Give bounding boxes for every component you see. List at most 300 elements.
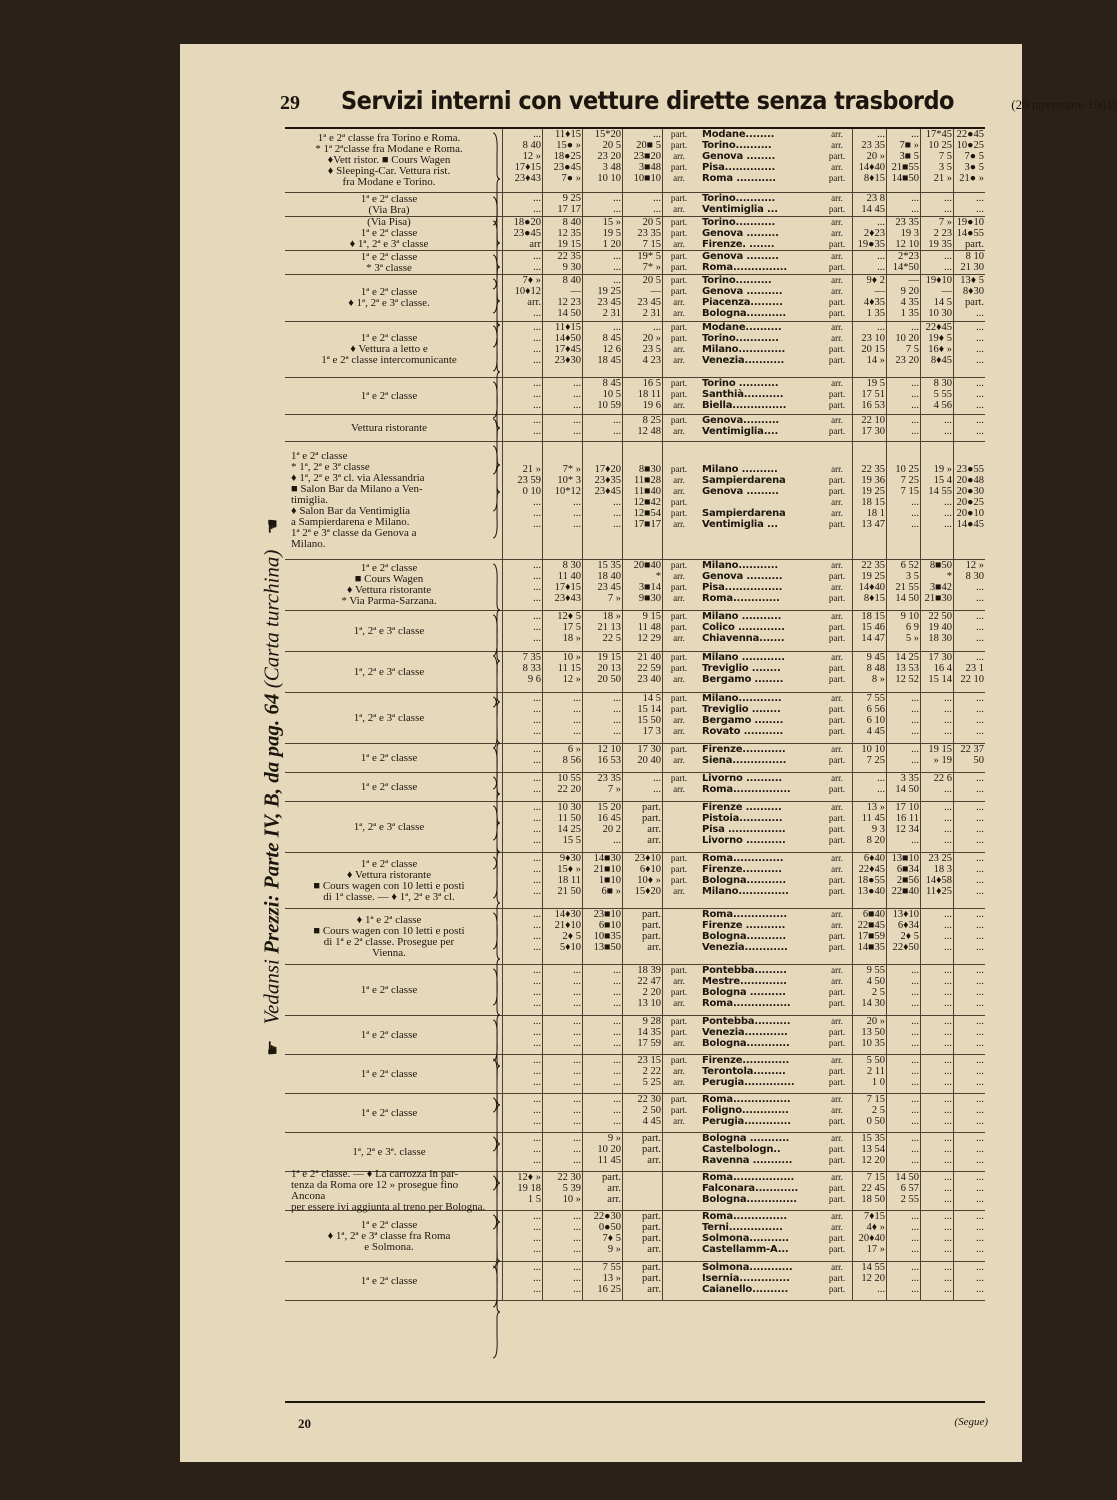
time-column: [622, 1094, 663, 1132]
time-cell: 23♦30: [554, 355, 581, 366]
time-column: [502, 378, 543, 414]
time-cell: ...: [533, 333, 541, 344]
station-name: Torino...........: [702, 193, 776, 204]
station-name: Castellamm-A...: [702, 1244, 789, 1255]
arr-part-label: part.: [670, 704, 688, 714]
arr-part-label: part.: [828, 400, 846, 410]
description-line: ♦ 1ª, 2ª e 3ª cl. via Alessandria: [291, 472, 425, 484]
time-column: [582, 129, 623, 192]
station-name: Falconara............: [702, 1183, 799, 1194]
service-description: [285, 251, 493, 274]
time-cell: 23●45: [553, 162, 581, 173]
time-cell: 7● »: [561, 173, 581, 184]
time-column: [502, 193, 543, 216]
arr-part-label: part.: [828, 875, 846, 885]
time-column: [502, 693, 543, 743]
time-cell: 19♦ 5: [928, 333, 952, 344]
time-cell: 2 11: [867, 1066, 885, 1077]
station-name: Roma...............: [702, 262, 787, 273]
time-cell: 14♦40: [858, 582, 885, 593]
time-cell: 18 1: [866, 508, 885, 519]
time-cell: 13■10: [891, 853, 919, 864]
time-cell: 22 35: [557, 251, 581, 262]
time-cell: ...: [944, 824, 952, 835]
time-column: [622, 652, 663, 692]
description-line: 1ª, 2ª e 3ª. classe: [352, 1145, 426, 1158]
time-cell: ...: [533, 611, 541, 622]
time-cell: ...: [533, 693, 541, 704]
time-cell: 8 40: [562, 275, 581, 286]
arr-part-label: arr.: [831, 744, 843, 754]
time-column: [920, 1172, 954, 1210]
timetable-block: [285, 965, 985, 1016]
time-cell: 12 20: [861, 1155, 885, 1166]
time-cell: 12 6: [602, 344, 621, 355]
time-cell: 14 45: [861, 204, 885, 215]
time-column: [886, 773, 921, 801]
time-cell: —: [941, 286, 952, 297]
time-cell: 11 15: [557, 663, 581, 674]
arr-part-label: part.: [670, 652, 688, 662]
time-cell: ...: [944, 1105, 952, 1116]
time-cell: 7 25: [866, 755, 885, 766]
service-description: [285, 652, 493, 692]
time-cell: 22 6: [933, 773, 952, 784]
time-cell: ...: [573, 1027, 581, 1038]
time-column: [953, 1262, 986, 1300]
time-cell: 15 4: [933, 475, 952, 486]
time-cell: ...: [944, 987, 952, 998]
arr-part-label: part.: [828, 784, 846, 794]
station-name: Bologna...........: [702, 931, 787, 942]
description-line: 1ª e 2ª classe: [360, 857, 418, 870]
time-column: [953, 1172, 986, 1210]
station-name: [702, 453, 822, 464]
time-cell: *: [946, 571, 952, 582]
arr-part-label: arr.: [673, 726, 685, 736]
time-cell: 9 28: [642, 1016, 661, 1027]
time-cell: 18●20: [513, 217, 541, 228]
time-cell: 17 51: [861, 389, 885, 400]
description-line: ♦ 1ª, 2ª e 3ª classe: [349, 238, 429, 250]
time-cell: 8 40: [562, 217, 581, 228]
time-cell: 23 8: [866, 193, 885, 204]
time-cell: 3■42: [929, 582, 952, 593]
time-cell: ...: [533, 1211, 541, 1222]
time-cell: ...: [976, 965, 984, 976]
time-column: [542, 193, 583, 216]
time-cell: 10■10: [633, 173, 661, 184]
time-cell: ...: [976, 813, 984, 824]
arr-part-label: part.: [828, 886, 846, 896]
station-name: Castelbologn..: [702, 1144, 781, 1155]
description-line: 1ª e 2ª classe: [360, 250, 418, 263]
timetable-block: [285, 275, 985, 322]
station-column: [702, 1055, 822, 1093]
service-description: [285, 129, 493, 192]
time-column: [582, 1055, 623, 1093]
time-cell: 12 »: [562, 674, 581, 685]
time-column: [920, 1055, 954, 1093]
time-cell: 18 40: [597, 571, 621, 582]
time-cell: ...: [944, 1155, 952, 1166]
station-name: Biella...............: [702, 400, 787, 411]
time-cell: 8 30: [965, 571, 984, 582]
time-column: [920, 611, 954, 651]
description-line: (Via Bra): [368, 203, 410, 216]
timetable-block: [285, 193, 985, 217]
time-cell: ...: [613, 715, 621, 726]
time-cell: ...: [944, 784, 952, 795]
time-cell: ...: [533, 1077, 541, 1088]
time-cell: ...: [976, 704, 984, 715]
time-cell: ...: [944, 415, 952, 426]
time-cell: 6 9: [905, 622, 919, 633]
time-cell: ...: [976, 1094, 984, 1105]
time-cell: ...: [944, 1211, 952, 1222]
time-column: [502, 322, 543, 377]
time-column: [920, 773, 954, 801]
time-cell: ...: [944, 704, 952, 715]
time-cell: ...: [976, 802, 984, 813]
time-cell: 23 45: [597, 582, 621, 593]
time-column: [662, 744, 695, 772]
time-cell: ...: [573, 987, 581, 998]
arr-part-label: part.: [828, 1183, 846, 1193]
time-column: [622, 773, 663, 801]
station-name: Solmona............: [702, 1262, 793, 1273]
time-cell: 4♦ »: [866, 1222, 885, 1233]
arr-part-label: part.: [828, 486, 846, 496]
time-column: [822, 853, 852, 908]
time-column: [662, 853, 695, 908]
time-cell: 23 20: [895, 355, 919, 366]
time-column: [920, 1211, 954, 1261]
timetable-block: [285, 773, 985, 802]
arr-part-label: arr.: [831, 193, 843, 203]
time-cell: 20 »: [866, 1016, 885, 1027]
time-cell: 8♦30: [962, 286, 984, 297]
time-column: [920, 1262, 954, 1300]
time-cell: part.: [642, 909, 661, 920]
time-cell: 11♦25: [926, 886, 952, 897]
time-column: [582, 217, 623, 250]
time-cell: 14 55: [861, 1262, 885, 1273]
time-column: [622, 217, 663, 250]
time-cell: 8 20: [866, 835, 885, 846]
time-cell: ...: [976, 1233, 984, 1244]
time-cell: ...: [533, 389, 541, 400]
arr-part-label: part.: [828, 1284, 846, 1294]
service-description: [285, 1262, 493, 1300]
time-cell: ...: [976, 693, 984, 704]
time-cell: 21■55: [891, 162, 919, 173]
time-column: [662, 129, 695, 192]
arr-part-label: arr.: [673, 519, 685, 529]
station-name: Modane........: [702, 129, 775, 140]
time-column: [822, 773, 852, 801]
time-cell: 10 »: [562, 652, 581, 663]
time-cell: 21 »: [933, 173, 952, 184]
time-cell: 10 30: [557, 802, 581, 813]
time-cell: [583, 442, 623, 453]
time-column: [542, 442, 583, 559]
time-column: [502, 773, 543, 801]
time-column: [542, 129, 583, 192]
time-column: [822, 217, 852, 250]
time-cell: ...: [533, 571, 541, 582]
time-cell: 17 3: [642, 726, 661, 737]
arr-part-label: part.: [828, 571, 846, 581]
time-cell: arr.: [647, 942, 661, 953]
side-note-prices: Prezzi: Parte IV, B, da pag. 64: [259, 693, 284, 954]
time-column: [582, 802, 623, 852]
arr-part-label: part.: [670, 286, 688, 296]
time-cell: ...: [944, 204, 952, 215]
time-cell: ...: [976, 322, 984, 333]
station-name: Perugia..............: [702, 1077, 795, 1088]
time-cell: ...: [911, 1055, 919, 1066]
arr-part-label: part.: [670, 853, 688, 863]
time-cell: ...: [533, 582, 541, 593]
time-column: [542, 744, 583, 772]
time-column: [502, 1211, 543, 1261]
time-cell: 17 59: [637, 1038, 661, 1049]
service-description: [285, 773, 493, 801]
time-column: [502, 1094, 543, 1132]
time-cell: ...: [944, 715, 952, 726]
station-name: Bologna ...........: [702, 1133, 790, 1144]
timetable-block: [285, 1094, 985, 1133]
arr-part-label: arr.: [673, 976, 685, 986]
time-column: [920, 129, 954, 192]
time-column: [886, 652, 921, 692]
station-name: Mestre.............: [702, 976, 787, 987]
time-cell: 7* »: [642, 262, 661, 273]
time-column: [822, 1016, 852, 1054]
arr-part-label: [663, 1155, 695, 1166]
station-name: Roma...............: [702, 909, 787, 920]
time-cell: part.: [642, 1273, 661, 1284]
arr-part-label: arr.: [673, 344, 685, 354]
arr-part-label: arr.: [673, 173, 685, 183]
arr-part-label: [663, 1144, 695, 1155]
time-cell: ...: [653, 773, 661, 784]
time-column: [662, 693, 695, 743]
time-cell: 16 4: [933, 663, 952, 674]
time-cell: 15 »: [602, 217, 621, 228]
time-column: [920, 560, 954, 610]
time-column: [582, 965, 623, 1015]
time-column: [953, 217, 986, 250]
time-column: [822, 322, 852, 377]
service-description: [285, 193, 493, 216]
time-cell: ...: [976, 715, 984, 726]
time-cell: 3 48: [602, 162, 621, 173]
time-column: [622, 1016, 663, 1054]
description-line: 1ª e 2ª classe: [360, 780, 418, 793]
time-cell: ...: [533, 633, 541, 644]
time-cell: ...: [944, 909, 952, 920]
time-cell: 6♦40: [863, 853, 885, 864]
time-cell: ...: [976, 1244, 984, 1255]
time-cell: 20●25: [956, 497, 984, 508]
time-column: [662, 1211, 695, 1261]
time-column: [852, 560, 887, 610]
time-cell: 7 5: [938, 151, 952, 162]
time-cell: 19 15: [928, 744, 952, 755]
station-column: [702, 378, 822, 414]
station-column: [702, 773, 822, 801]
time-cell: ...: [533, 193, 541, 204]
time-cell: ...: [613, 976, 621, 987]
station-name: Siena...............: [702, 755, 787, 766]
arr-part-label: [822, 530, 852, 541]
time-cell: 16 5: [642, 378, 661, 389]
service-description: [285, 1055, 493, 1093]
time-column: [542, 909, 583, 964]
time-cell: 23■20: [633, 151, 661, 162]
time-cell: 11■40: [634, 486, 661, 497]
arr-part-label: part.: [828, 674, 846, 684]
time-cell: ...: [573, 415, 581, 426]
arr-part-label: arr.: [831, 560, 843, 570]
time-cell: ...: [911, 389, 919, 400]
time-cell: 14 50: [895, 593, 919, 604]
description-line: ■ Cours wagen con 10 letti e posti: [313, 879, 465, 892]
time-cell: 9 25: [562, 193, 581, 204]
time-cell: 1 5: [527, 1194, 541, 1205]
time-column: [542, 802, 583, 852]
time-cell: 12 48: [637, 426, 661, 437]
time-cell: ...: [613, 1027, 621, 1038]
time-cell: 14 50: [895, 784, 919, 795]
time-cell: 6 56: [866, 704, 885, 715]
time-cell: 10 59: [597, 400, 621, 411]
time-cell: 19 25: [861, 486, 885, 497]
time-cell: ...: [976, 1273, 984, 1284]
time-cell: 10 10: [861, 744, 885, 755]
station-column: [702, 251, 822, 274]
time-column: [542, 378, 583, 414]
time-cell: part.: [642, 1233, 661, 1244]
service-description: [285, 442, 493, 559]
time-cell: 8 40: [522, 140, 541, 151]
time-column: [622, 322, 663, 377]
time-cell: 11♦15: [555, 129, 581, 140]
time-cell: 17♦20: [594, 464, 621, 475]
time-cell: 23 15: [637, 1055, 661, 1066]
time-cell: 16 45: [597, 813, 621, 824]
station-column: [702, 853, 822, 908]
time-cell: 7 15: [866, 1094, 885, 1105]
arr-part-label: arr.: [831, 909, 843, 919]
station-column: [702, 415, 822, 441]
time-cell: 18 11: [637, 389, 661, 400]
time-cell: 19●35: [857, 239, 885, 250]
time-cell: 7 55: [602, 1262, 621, 1273]
time-cell: 22 30: [637, 1094, 661, 1105]
arr-part-label: arr.: [831, 129, 843, 139]
arr-part-label: arr.: [673, 571, 685, 581]
time-cell: 15 14: [928, 674, 952, 685]
time-column: [502, 909, 543, 964]
time-cell: 22●30: [593, 1211, 621, 1222]
time-cell: 22♦45: [858, 864, 885, 875]
time-cell: 1 0: [871, 1077, 885, 1088]
time-cell: 14■35: [857, 942, 885, 953]
time-cell: 10●25: [956, 140, 984, 151]
description-line: 1ª e 2ª classe: [360, 1067, 418, 1080]
time-cell: 22 10: [960, 674, 984, 685]
time-cell: 12 52: [895, 674, 919, 685]
time-column: [622, 965, 663, 1015]
station-column: [702, 693, 822, 743]
station-column: [702, 560, 822, 610]
time-cell: 12 10: [895, 239, 919, 250]
description-line: ♦ Vettura a letto e: [350, 343, 428, 355]
arr-part-label: part.: [828, 239, 846, 249]
time-cell: ...: [911, 1284, 919, 1295]
time-cell: ...: [944, 1144, 952, 1155]
time-cell: ...: [533, 204, 541, 215]
timetable-block: [285, 251, 985, 275]
service-description: [285, 415, 493, 441]
time-cell: 0●50: [598, 1222, 621, 1233]
time-cell: ...: [944, 976, 952, 987]
time-cell: arr: [529, 239, 541, 250]
time-cell: 10 25: [928, 140, 952, 151]
time-cell: 14 25: [557, 824, 581, 835]
arr-part-label: [663, 1244, 695, 1255]
station-name: Terontola.........: [702, 1066, 786, 1077]
time-cell: 10 »: [562, 1194, 581, 1205]
arr-part-label: part.: [828, 426, 846, 436]
time-cell: ...: [976, 344, 984, 355]
arr-part-label: arr.: [831, 1016, 843, 1026]
time-cell: 9 55: [866, 965, 885, 976]
time-column: [622, 415, 663, 441]
time-cell: 4♦35: [863, 297, 885, 308]
time-cell: 14♦58: [925, 875, 952, 886]
station-name: Roma ...........: [702, 173, 776, 184]
time-cell: ...: [911, 1105, 919, 1116]
description-line: * 1ª, 2ª e 3ª classe: [291, 461, 370, 473]
time-cell: ...: [976, 864, 984, 875]
arr-part-label: [822, 453, 852, 464]
time-column: [582, 611, 623, 651]
time-cell: 15● »: [556, 140, 581, 151]
time-cell: ...: [976, 1144, 984, 1155]
time-cell: 5♦10: [559, 942, 581, 953]
time-cell: 19 »: [933, 464, 952, 475]
time-cell: [921, 530, 954, 541]
time-cell: —: [874, 286, 885, 297]
time-cell: ...: [533, 415, 541, 426]
arr-part-label: part.: [828, 262, 846, 272]
time-cell: 1 35: [866, 308, 885, 319]
time-cell: ...: [533, 942, 541, 953]
station-name: Genova ........: [702, 151, 776, 162]
time-cell: ...: [911, 193, 919, 204]
station-name: Livorno ..........: [702, 773, 782, 784]
time-column: [822, 378, 852, 414]
time-column: [852, 1172, 887, 1210]
time-cell: arr.: [647, 1244, 661, 1255]
arr-part-label: part.: [828, 987, 846, 997]
time-cell: 23 40: [637, 674, 661, 685]
time-cell: ...: [573, 519, 581, 530]
